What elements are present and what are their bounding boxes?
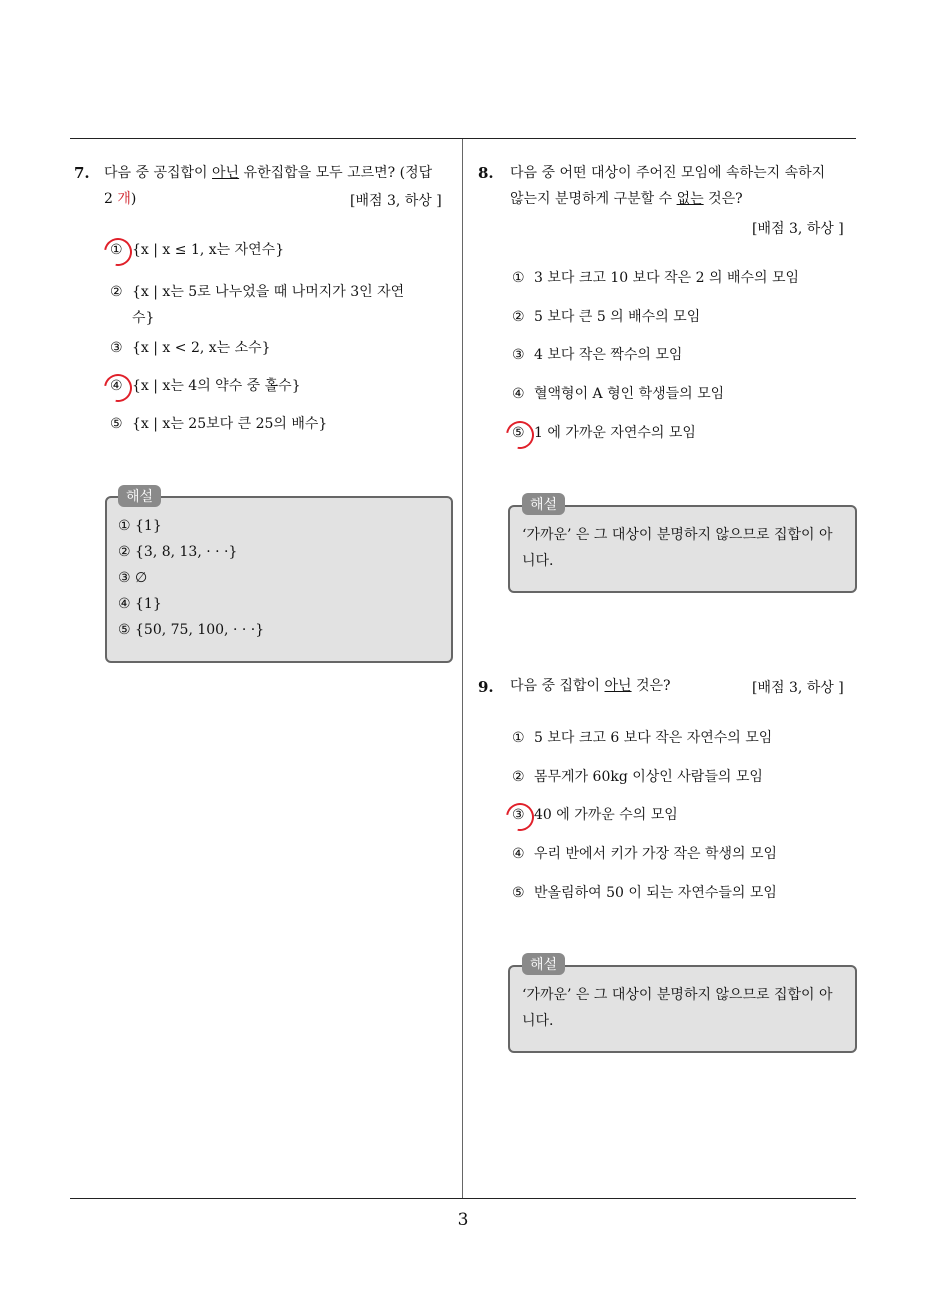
option-5[interactable]: ⑤ 1 에 가까운 자연수의 모임	[512, 425, 696, 441]
explanation-tag: 해설	[522, 953, 565, 975]
explanation-line: ⑤ {50, 75, 100, · · ·}	[118, 622, 265, 638]
score-label: [배점 3, 하상 ]	[752, 221, 844, 237]
explanation-tag: 해설	[118, 485, 161, 507]
explanation-line: ③ ∅	[118, 570, 148, 586]
question-text-line2: 않는지 분명하게 구분할 수 없는 것은?	[510, 191, 743, 207]
option-4[interactable]: ④ 우리 반에서 키가 가장 작은 학생의 모임	[512, 846, 778, 862]
explanation-text: ‘가까운’ 은 그 대상이 분명하지 않으므로 집합이 아니다.	[522, 987, 833, 1029]
explanation-line: ① {1}	[118, 518, 162, 534]
option-1[interactable]: ① {x | x ≤ 1, x는 자연수}	[110, 242, 285, 258]
option-2[interactable]: ② {x | x는 5로 나누었을 때 나머지가 3인 자연	[110, 284, 405, 300]
question-text: 다음 중 집합이 아닌 것은?	[510, 678, 671, 694]
question-text-line2: 2 개)	[104, 191, 137, 207]
question-text: 다음 중 어떤 대상이 주어진 모임에 속하는지 속하지	[510, 165, 826, 181]
score-label: [배점 3, 하상 ]	[752, 680, 844, 696]
option-2[interactable]: ② 몸무게가 60kg 이상인 사람들의 모임	[512, 769, 763, 785]
explanation-tag: 해설	[522, 493, 565, 515]
answer-count: 개	[117, 191, 131, 207]
option-3[interactable]: ③ {x | x < 2, x는 소수}	[110, 340, 271, 356]
option-2-cont: 수}	[132, 310, 155, 326]
column-divider	[462, 139, 463, 1199]
option-4[interactable]: ④ {x | x는 4의 약수 중 홀수}	[110, 378, 301, 394]
page-number: 3	[457, 1210, 469, 1230]
question-number: 9.	[478, 678, 494, 696]
option-3[interactable]: ③ 40 에 가까운 수의 모임	[512, 807, 678, 823]
option-1[interactable]: ① 5 보다 크고 6 보다 작은 자연수의 모임	[512, 730, 773, 746]
option-5[interactable]: ⑤ {x | x는 25보다 큰 25의 배수}	[110, 416, 328, 432]
option-4[interactable]: ④ 혈액형이 A 형인 학생들의 모임	[512, 386, 725, 402]
question-number: 8.	[478, 164, 494, 182]
option-2[interactable]: ② 5 보다 큰 5 의 배수의 모임	[512, 309, 701, 325]
explanation-text: ‘가까운’ 은 그 대상이 분명하지 않으므로 집합이 아니다.	[522, 527, 833, 569]
option-5[interactable]: ⑤ 반올림하여 50 이 되는 자연수들의 모임	[512, 885, 777, 901]
explanation-line: ④ {1}	[118, 596, 162, 612]
explanation-line: ② {3, 8, 13, · · ·}	[118, 544, 238, 560]
top-rule	[70, 138, 856, 139]
option-1[interactable]: ① 3 보다 크고 10 보다 작은 2 의 배수의 모임	[512, 270, 800, 286]
question-text: 다음 중 공집합이 아닌 유한집합을 모두 고르면? (정답	[104, 165, 433, 181]
question-number: 7.	[74, 164, 90, 182]
bottom-rule	[70, 1198, 856, 1199]
score-label: [배점 3, 하상 ]	[350, 193, 442, 209]
option-3[interactable]: ③ 4 보다 작은 짝수의 모임	[512, 347, 683, 363]
